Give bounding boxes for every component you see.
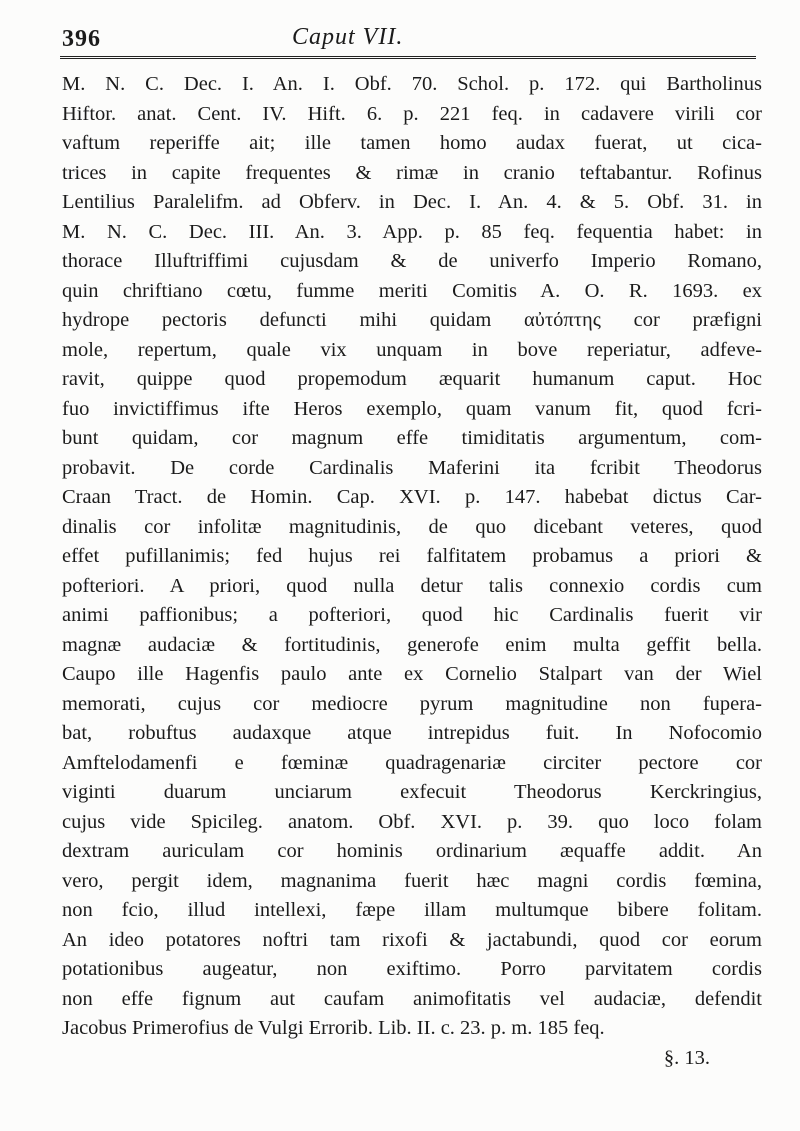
text-line: quin chriftiano cœtu, fumme meriti Comitis A. O. R. 1693. ex	[62, 279, 762, 302]
text-line: bat, robuftus audaxque atque intrepidus fuit. In Nofocomio	[62, 722, 762, 744]
text-line: bunt quidam, cor magnum effe timiditatis argumentum, com-	[62, 427, 762, 449]
text-line: viginti duarum unciarum exfecuit Theodorus Kerckringius,	[62, 781, 762, 803]
text-line: dextram auriculam cor hominis ordinarium æquaffe addit. An	[62, 840, 762, 862]
text-line: fuo invictiffimus ifte Heros exemplo, quam vanum fit, quod fcri-	[62, 397, 762, 420]
text-line: effet pufillanimis; fed hujus rei falfitatem probamus a priori &	[62, 545, 762, 567]
text-line: animi paffionibus; a pofteriori, quod hic Cardinalis fuerit vir	[62, 604, 762, 626]
text-line: non effe fignum aut caufam animofitatis vel audaciæ, defendit	[62, 987, 762, 1010]
text-line: Lentilius Paralelifm. ad Obferv. in Dec. I. An. 4. & 5. Obf. 31. in	[62, 191, 762, 213]
text-line: vaftum reperiffe ait; ille tamen homo audax fuerat, ut cica-	[62, 132, 762, 154]
text-line: potationibus augeatur, non exiftimo. Porro parvitatem cordis	[62, 958, 762, 980]
text-line: hydrope pectoris defuncti mihi quidam αὐτόπτης cor præfigni	[62, 309, 762, 331]
page-header	[62, 10, 762, 50]
body-text	[62, 70, 762, 1073]
text-line: trices in capite frequentes & rimæ in cranio teftabantur. Rofinus	[62, 161, 762, 184]
text-line: An ideo potatores noftri tam rixofi & jactabundi, quod cor eorum	[62, 928, 762, 951]
text-line: Craan Tract. de Homin. Cap. XVI. p. 147. habebat dictus Car-	[62, 486, 762, 508]
text-line: non fcio, illud intellexi, fæpe illam multumque bibere folitam.	[62, 899, 762, 921]
text-line: pofteriori. A priori, quod nulla detur talis connexio cordis cum	[62, 574, 762, 597]
text-line: memorati, cujus cor mediocre pyrum magnitudine non fupera-	[62, 692, 762, 715]
text-line: Caupo ille Hagenfis paulo ante ex Cornelio Stalpart van der Wiel	[62, 663, 762, 685]
text-line: M. N. C. Dec. III. An. 3. App. p. 85 feq. fequentia habet: in	[62, 220, 762, 243]
text-line: thorace Illuftriffimi cujusdam & de univerfo Imperio Romano,	[62, 250, 762, 272]
text-line: probavit. De corde Cardinalis Maferini ita fcribit Theodorus	[62, 456, 762, 479]
text-line: M. N. C. Dec. I. An. I. Obf. 70. Schol. p. 172. qui Bartholinus	[62, 73, 762, 95]
text-line: Jacobus Primerofius de Vulgi Errorib. Lib. II. c. 23. p. m. 185 feq.	[62, 1017, 605, 1039]
text-line: cujus vide Spicileg. anatom. Obf. XVI. p. 39. quo loco folam	[62, 810, 762, 833]
catchword: §. 13.	[663, 1046, 710, 1069]
text-line: Hiftor. anat. Cent. IV. Hift. 6. p. 221 feq. in cadavere virili cor	[62, 102, 762, 125]
text-line: vero, pergit idem, magnanima fuerit hæc magni cordis fœmina,	[62, 869, 762, 892]
header-rule	[60, 56, 756, 59]
text-line: Amftelodamenfi e fœminæ quadragenariæ circiter pectore cor	[62, 751, 762, 774]
text-line: mole, repertum, quale vix unquam in bove reperiatur, adfeve-	[62, 338, 762, 361]
running-head: Caput VII.	[292, 24, 404, 50]
text-line: magnæ audaciæ & fortitudinis, generofe enim multa geffit bella.	[62, 633, 762, 656]
text-line: dinalis cor infolitæ magnitudinis, de quo dicebant veteres, quod	[62, 515, 762, 538]
text-line: ravit, quippe quod propemodum æquarit humanum caput. Hoc	[62, 368, 762, 390]
page-number: 396	[62, 26, 101, 52]
